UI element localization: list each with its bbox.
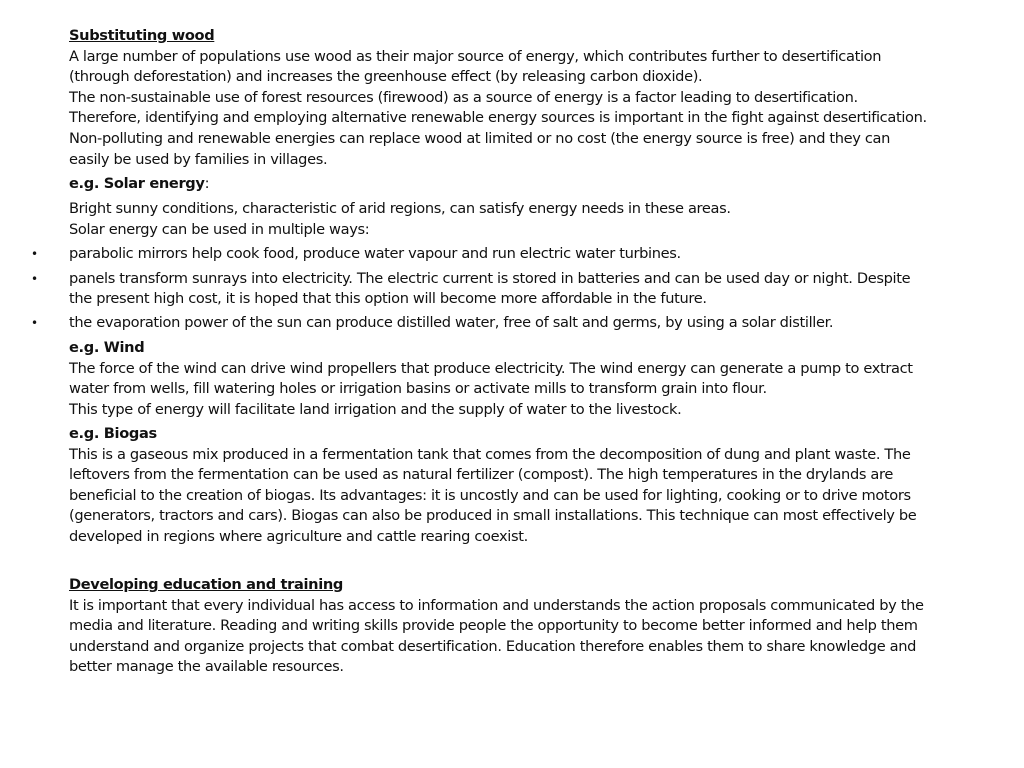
- heading-colon: :: [204, 175, 210, 192]
- bullet-icon: •: [31, 272, 38, 286]
- paragraph-line: understand and organize projects that combat desertification. Education therefore enables them to share knowledge and: [69, 637, 917, 655]
- section-heading-row: [69, 174, 1004, 195]
- section-heading: e.g. Solar energy: [69, 175, 205, 192]
- paragraph-line: media and literature. Reading and writing skills provide people the opportunity to become better informed and help them: [69, 617, 918, 635]
- bullet-text: the present high cost, it is hoped that this option will become more affordable in the future.: [69, 290, 707, 307]
- paragraph-line: The force of the wind can drive wind propellers that produce electricity. The wind energy can generate a pump to extract: [69, 359, 913, 377]
- paragraph-line: water from wells, fill watering holes or irrigation basins or activate mills to transform grain into flour.: [69, 380, 767, 398]
- paragraph-line: This type of energy will facilitate land irrigation and the supply of water to the livestock.: [69, 400, 682, 418]
- section-heading: Developing education and training: [69, 576, 343, 593]
- section-heading: e.g. Biogas: [69, 425, 157, 442]
- section-biogas: [69, 424, 1004, 548]
- paragraph-line: Solar energy can be used in multiple ways:: [69, 220, 370, 238]
- paragraph-line: This is a gaseous mix produced in a fermentation tank that comes from the decomposition of dung and plant waste. The: [69, 445, 911, 463]
- paragraph-line: The non-sustainable use of forest resources (firewood) as a source of energy is a factor leading to desertification.: [69, 88, 858, 106]
- paragraph-line: (generators, tractors and cars). Biogas can also be produced in small installations. This technique can most effectively be: [69, 507, 917, 525]
- section-solar-energy: [69, 174, 1004, 195]
- paragraph-line: better manage the available resources.: [69, 658, 344, 676]
- section-wind: [69, 338, 1004, 420]
- section-substituting-wood: [69, 26, 1004, 170]
- section-heading: e.g. Wind: [69, 339, 145, 356]
- bullet-text: panels transform sunrays into electricity. The electric current is stored in batteries and can be used day or night. Despite: [69, 270, 911, 287]
- section-heading: Substituting wood: [69, 27, 215, 44]
- bullet-icon: •: [31, 316, 38, 330]
- solar-intro: [69, 199, 1004, 240]
- paragraph-line: (through deforestation) and increases the greenhouse effect (by releasing carbon dioxide).: [69, 68, 703, 86]
- paragraph-line: beneficial to the creation of biogas. Its advantages: it is uncostly and can be used for lighting, cooking or to drive motors: [69, 486, 911, 504]
- bullet-text: the evaporation power of the sun can produce distilled water, free of salt and germs, by using a solar distiller.: [69, 314, 834, 331]
- paragraph-line: leftovers from the fermentation can be used as natural fertilizer (compost). The high temperatures in the drylands are: [69, 466, 893, 484]
- section-education: [69, 575, 1004, 678]
- paragraph-line: Non-polluting and renewable energies can replace wood at limited or no cost (the energy source is free) and they can: [69, 129, 891, 147]
- paragraph-line: Bright sunny conditions, characteristic of arid regions, can satisfy energy needs in these areas.: [69, 200, 731, 217]
- bullet-text: parabolic mirrors help cook food, produce water vapour and run electric water turbines.: [69, 245, 681, 262]
- bullet-icon: •: [31, 247, 38, 261]
- paragraph-line: It is important that every individual has access to information and understands the action proposals communicated by the: [69, 596, 924, 614]
- paragraph-line: easily be used by families in villages.: [69, 150, 328, 168]
- paragraph-line: A large number of populations use wood as their major source of energy, which contributes further to desertification: [69, 47, 882, 65]
- paragraph-line: Therefore, identifying and employing alternative renewable energy sources is important in the fight against desertification.: [69, 109, 927, 127]
- paragraph-line: developed in regions where agriculture and cattle rearing coexist.: [69, 527, 528, 545]
